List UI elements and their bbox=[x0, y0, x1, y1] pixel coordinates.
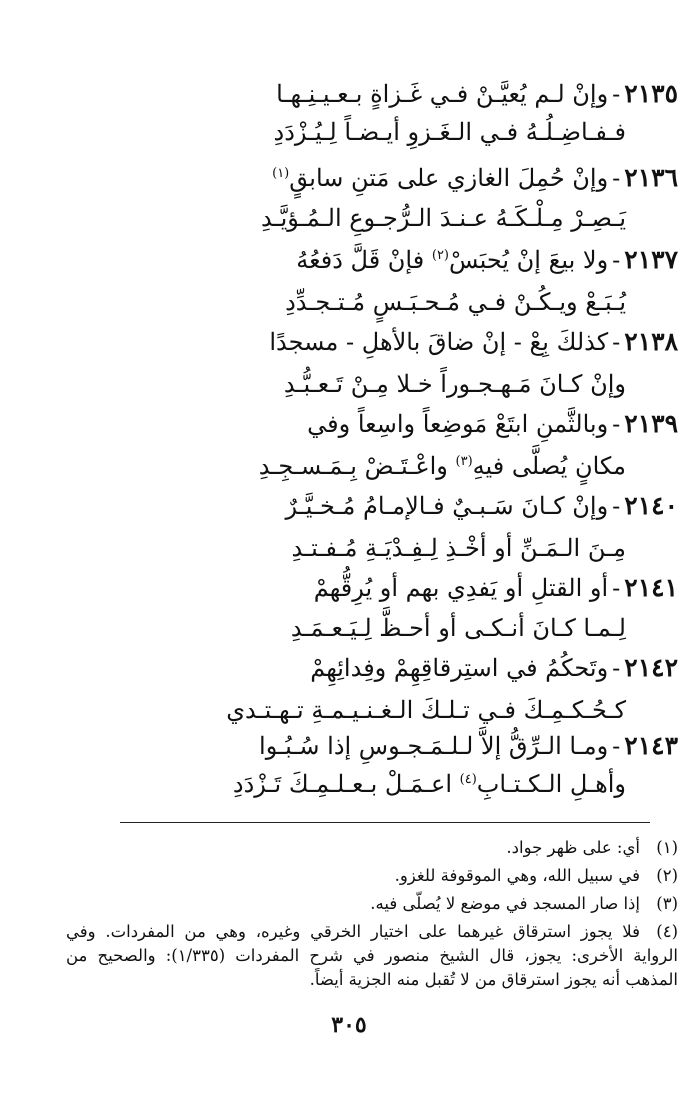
verse-second-hemistich bbox=[0, 282, 698, 322]
verse-text: كذلكَ بِعْ - إنْ ضاقَ بالأهلِ - مسجدًا bbox=[269, 328, 609, 356]
verse-first-hemistich: ٢١٤٠-وإنْ كـانَ سَـبـيٌ فـالإمـامُ مُـخـيَّـرٌ bbox=[285, 491, 678, 520]
footnote-marker[interactable]: (٢) bbox=[431, 248, 449, 263]
verse-second-hemistich bbox=[0, 198, 698, 238]
verse-number: ٢١٣٦ bbox=[624, 163, 678, 192]
footnote-text: في سبيل الله، وهي الموقوفة للغزو. bbox=[394, 866, 640, 885]
verse-text: وإنْ لـم يُعيَّـنْ فـي غَـزاةٍ بـعـيـنِـهـا bbox=[276, 80, 609, 108]
verse-text-tail: اعـمَـلْ بـعـلـمِـكَ تَـزْدَدِ bbox=[232, 770, 460, 798]
verse-text: مِـنَ الـمَـنِّ أو أخْـذِ لِـفِـدْيَـةِ مُـفـتـدِ bbox=[291, 534, 626, 562]
footnote-separator bbox=[120, 822, 650, 823]
verse-number: ٢١٣٥ bbox=[624, 79, 678, 108]
verse-first-hemistich: ٢١٣٧-ولا بيعَ إنْ يُحبَسْ$^{(٢)}$ فإنْ قَلَّ دَفعُهُ bbox=[296, 245, 678, 274]
footnote-1 bbox=[66, 836, 678, 860]
footnote-number: (٤) bbox=[656, 922, 678, 941]
footnote-marker[interactable]: (٣) bbox=[455, 454, 473, 469]
verse-text: لِـمـا كـانَ أنـكـى أو أحـظَّ لِـيَـعـمَـدِ bbox=[290, 614, 626, 642]
verse-text: يُـبَـعْ ويـكُـنْ فـي مُـحـبَـسٍ مُـتـجـدِّدِ bbox=[285, 288, 626, 316]
verse-text: كـحُـكـمِـكَ فـي تـلـكَ الـغـنـيـمـةِ تـهـتـدي bbox=[226, 696, 626, 724]
verse-number: ٢١٤٠ bbox=[624, 491, 678, 520]
verse-text: وإنْ كـانَ سَـبـيٌ فـالإمـامُ مُـخـيَّـرٌ bbox=[285, 492, 609, 520]
verse-first-hemistich: ٢١٣٨-كذلكَ بِعْ - إنْ ضاقَ بالأهلِ - مسجدًا bbox=[269, 327, 678, 356]
verse-text-tail: فإنْ قَلَّ دَفعُهُ bbox=[296, 246, 432, 274]
verse-text: ولا بيعَ إنْ يُحبَسْ bbox=[449, 246, 609, 274]
footnote-text: إذا صار المسجد في موضع لا يُصلّى فيه. bbox=[370, 894, 640, 913]
footnote-number: (٢) bbox=[656, 866, 678, 885]
verse-text: ومـا الـرِّقُّ إلاَّ لـلـمَـجـوسِ إذا سُـبُـوا bbox=[259, 732, 609, 760]
footnote-4 bbox=[66, 920, 678, 992]
verse-text: مكانٍ يُصلَّى فيهِ bbox=[472, 452, 626, 480]
footnote-3 bbox=[66, 892, 678, 916]
verse-text-tail: واعْـتَـضْ بِـمَـسـجِـدِ bbox=[258, 452, 456, 480]
page-number: ٣٠٥ bbox=[331, 1012, 367, 1038]
footnote-number: (٣) bbox=[656, 894, 678, 913]
verse-text: يَـصِـرْ مِـلْـكَـهُ عـنـدَ الـرُّجـوعِ الـمُـؤيَّـدِ bbox=[260, 204, 626, 232]
footnote-marker[interactable]: (٤) bbox=[459, 772, 477, 787]
verse-number: ٢١٣٩ bbox=[624, 409, 678, 438]
verse-second-hemistich bbox=[0, 446, 698, 486]
footnote-number: (١) bbox=[656, 838, 678, 857]
verse-number: ٢١٤١ bbox=[624, 573, 678, 602]
verse-number: ٢١٣٨ bbox=[624, 327, 678, 356]
verse-second-hemistich bbox=[0, 112, 698, 152]
verse-text: وإنْ كـانَ مَـهـجـوراً خـلا مِـنْ تَـعـبُّـدِ bbox=[283, 370, 626, 398]
footnote-text: أي: على ظهر جواد. bbox=[506, 838, 640, 857]
verse-number: ٢١٤٢ bbox=[624, 653, 678, 682]
verse-first-hemistich: ٢١٤٢-وتَحكُمُ في استِرقاقِهِمْ وفِدائِهِمْ bbox=[310, 653, 678, 682]
verse-text: وإنْ حُمِلَ الغازي على مَتنِ سابقٍ bbox=[289, 164, 609, 192]
verse-first-hemistich: ٢١٣٦-وإنْ حُمِلَ الغازي على مَتنِ سابقٍ$^{(١)}$ bbox=[272, 163, 678, 192]
verse-first-hemistich: ٢١٣٩-وبالثَّمنِ ابتَعْ مَوضِعاً واسِعاً وفي bbox=[307, 409, 678, 438]
footnote-marker[interactable]: (١) bbox=[272, 166, 290, 181]
verse-first-hemistich: ٢١٤١-أو القتلِ أو يَفدِي بهم أو يُرِقُّهمْ bbox=[313, 573, 678, 602]
verse-second-hemistich bbox=[0, 764, 698, 804]
verse-second-hemistich bbox=[0, 608, 698, 648]
verse-second-hemistich bbox=[0, 528, 698, 568]
verse-number: ٢١٤٣ bbox=[624, 731, 678, 760]
verse-second-hemistich bbox=[0, 364, 698, 404]
footnote-text: فلا يجوز استرقاق غيرهما على اختيار الخرقي وغيره، وهي من المفردات. وفي الرواية الأخرى: يجوز، قال الشيخ منصور في شرح المفردات (١/٣٣٥): والصحيح من المذهب أنه يجوز استرقاق من لا تُقبل منه الجزية أيضاً. bbox=[66, 922, 678, 989]
verse-number: ٢١٣٧ bbox=[624, 245, 678, 274]
verse-first-hemistich: ٢١٤٣-ومـا الـرِّقُّ إلاَّ لـلـمَـجـوسِ إذا سُـبُـوا bbox=[259, 731, 678, 760]
verse-text: وأهـلِ الـكـتـابِ bbox=[476, 770, 626, 798]
verse-second-hemistich bbox=[0, 690, 698, 730]
verse-text: وتَحكُمُ في استِرقاقِهِمْ وفِدائِهِمْ bbox=[310, 654, 609, 682]
verse-text: أو القتلِ أو يَفدِي بهم أو يُرِقُّهمْ bbox=[313, 574, 609, 602]
verse-text: فـفـاضِـلُـهُ فـي الـغَـزوِ أيـضـاً لِـيُـزْدَدِ bbox=[273, 118, 626, 146]
verse-text: وبالثَّمنِ ابتَعْ مَوضِعاً واسِعاً وفي bbox=[307, 410, 609, 438]
verse-first-hemistich: ٢١٣٥-وإنْ لـم يُعيَّـنْ فـي غَـزاةٍ بـعـيـنِـهـا bbox=[276, 79, 678, 108]
footnote-2 bbox=[66, 864, 678, 888]
